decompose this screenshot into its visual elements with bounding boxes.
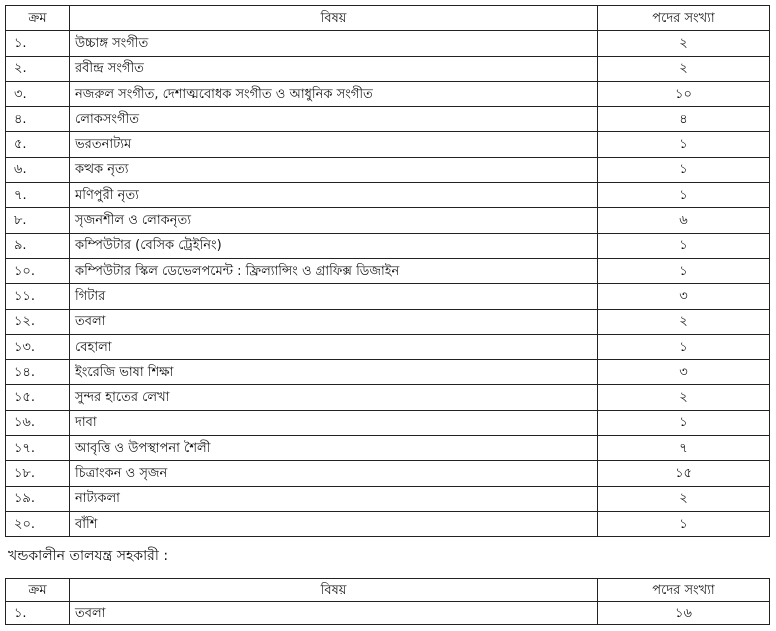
cell-subject: কম্পিউটার স্কিল ডেভেলপমেন্ট : ফ্রিল্যান্সিং ও গ্রাফিক্স ডিজাইন [70, 258, 598, 283]
header-serial: ক্রম [6, 579, 70, 602]
cell-subject: নজরুল সংগীত, দেশাত্মবোধক সংগীত ও আধুনিক সংগীত [70, 81, 598, 106]
cell-posts: ১ [598, 132, 770, 157]
cell-subject: তবলা [70, 309, 598, 334]
cell-posts: ২ [598, 31, 770, 56]
cell-posts: ১ [598, 233, 770, 258]
cell-serial: ৬. [6, 157, 70, 182]
cell-serial: ৫. [6, 132, 70, 157]
cell-subject: কত্থক নৃত্য [70, 157, 598, 182]
percussion-assistant-table-body [6, 602, 770, 625]
header-posts: পদের সংখ্যা [598, 579, 770, 602]
section-heading: খন্ডকালীন তালযন্ত্র সহকারী : [8, 548, 169, 564]
cell-posts: ১০ [598, 81, 770, 106]
table-row [6, 157, 770, 182]
cell-posts: ১ [598, 157, 770, 182]
cell-posts: ৭ [598, 436, 770, 461]
cell-serial: ১. [6, 31, 70, 56]
cell-serial: ১০. [6, 258, 70, 283]
cell-serial: ১১. [6, 284, 70, 309]
table-row [6, 31, 770, 56]
table-row [6, 410, 770, 435]
table-row [6, 334, 770, 359]
cell-posts: ১ [598, 511, 770, 536]
table-header-row [6, 6, 770, 31]
cell-subject: রবীন্দ্র সংগীত [70, 56, 598, 81]
table-row [6, 385, 770, 410]
cell-serial: ২০. [6, 511, 70, 536]
table-row [6, 309, 770, 334]
cell-posts: ১৫ [598, 461, 770, 486]
header-serial: ক্রম [6, 6, 70, 31]
cell-serial: ১৪. [6, 360, 70, 385]
cell-serial: ৭. [6, 183, 70, 208]
cell-subject: নাট্যকলা [70, 486, 598, 511]
cell-posts: ১ [598, 258, 770, 283]
percussion-assistant-table [5, 578, 770, 625]
table-row [6, 56, 770, 81]
cell-subject: মণিপুরী নৃত্য [70, 183, 598, 208]
cell-subject: সুন্দর হাতের লেখা [70, 385, 598, 410]
cell-subject: বাঁশি [70, 511, 598, 536]
cell-posts: ২ [598, 385, 770, 410]
cell-subject: লোকসংগীত [70, 107, 598, 132]
table-row [6, 602, 770, 625]
cell-subject: তবলা [70, 602, 598, 625]
table-row [6, 486, 770, 511]
cell-posts: ২ [598, 309, 770, 334]
table-row [6, 208, 770, 233]
cell-serial: ২. [6, 56, 70, 81]
cell-posts: ৩ [598, 284, 770, 309]
cell-posts: ১ [598, 183, 770, 208]
table-row [6, 233, 770, 258]
table-row [6, 461, 770, 486]
cell-subject: গিটার [70, 284, 598, 309]
cell-subject: সৃজনশীল ও লোকনৃত্য [70, 208, 598, 233]
cell-subject: ভরতনাট্যম [70, 132, 598, 157]
cell-posts: ২ [598, 486, 770, 511]
cell-posts: ১ [598, 410, 770, 435]
cell-posts: ৩ [598, 360, 770, 385]
cell-posts: ১৬ [598, 602, 770, 625]
header-posts: পদের সংখ্যা [598, 6, 770, 31]
cell-subject: চিত্রাংকন ও সৃজন [70, 461, 598, 486]
cell-serial: ১৩. [6, 334, 70, 359]
cell-serial: ১৯. [6, 486, 70, 511]
header-subject: বিষয় [70, 579, 598, 602]
cell-serial: ১৬. [6, 410, 70, 435]
table-row [6, 81, 770, 106]
cell-serial: ১২. [6, 309, 70, 334]
posts-table-body [6, 31, 770, 537]
cell-posts: ২ [598, 56, 770, 81]
cell-subject: কম্পিউটার (বেসিক ট্রেইনিং) [70, 233, 598, 258]
cell-serial: ৪. [6, 107, 70, 132]
table-row [6, 360, 770, 385]
cell-serial: ১. [6, 602, 70, 625]
cell-subject: বেহালা [70, 334, 598, 359]
table-row [6, 183, 770, 208]
cell-serial: ৩. [6, 81, 70, 106]
cell-serial: ১৮. [6, 461, 70, 486]
cell-subject: ইংরেজি ভাষা শিক্ষা [70, 360, 598, 385]
cell-posts: ১ [598, 334, 770, 359]
cell-posts: ৪ [598, 107, 770, 132]
cell-serial: ৮. [6, 208, 70, 233]
header-subject: বিষয় [70, 6, 598, 31]
table-row [6, 436, 770, 461]
table-row [6, 132, 770, 157]
table-header-row [6, 579, 770, 602]
cell-subject: দাবা [70, 410, 598, 435]
cell-posts: ৬ [598, 208, 770, 233]
cell-serial: ১৫. [6, 385, 70, 410]
cell-serial: ১৭. [6, 436, 70, 461]
table-row [6, 511, 770, 536]
table-row [6, 284, 770, 309]
posts-table [5, 5, 770, 537]
table-row [6, 258, 770, 283]
cell-subject: উচ্চাঙ্গ সংগীত [70, 31, 598, 56]
table-row [6, 107, 770, 132]
cell-serial: ৯. [6, 233, 70, 258]
cell-subject: আবৃত্তি ও উপস্থাপনা শৈলী [70, 436, 598, 461]
